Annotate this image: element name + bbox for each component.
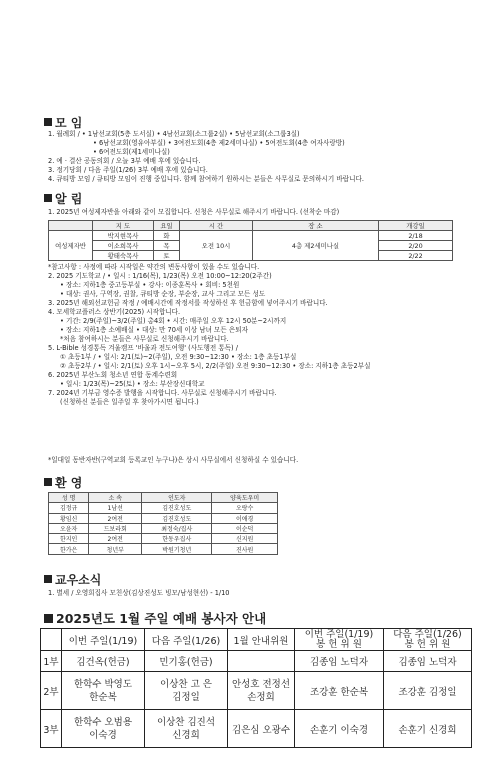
table-header: 장 소 <box>253 221 379 231</box>
square-bullet-icon <box>44 194 52 202</box>
table-header <box>41 629 62 651</box>
volunteer-cell: 김종임 노덕자 <box>384 651 472 672</box>
table-row <box>41 710 472 748</box>
table-row <box>41 651 472 672</box>
service-label: 1부 <box>41 651 62 672</box>
volunteer-cell <box>228 651 295 672</box>
table-header: 지 도 <box>93 221 154 231</box>
table-header: 요일 <box>154 221 180 231</box>
group-cell: 청년부 <box>89 544 142 554</box>
notice-line: 6. 2025년 부산노회 청소년 연합 동계수련회 <box>48 371 178 379</box>
table-header <box>49 221 93 231</box>
square-bullet-icon <box>44 614 53 623</box>
notice-line: *처음 참여하시는 분들은 사무실로 신청해주시기 바랍니다. <box>60 335 229 343</box>
group-cell: 1남선 <box>89 503 142 513</box>
table-header: 시 간 <box>180 221 253 231</box>
volunteer-cell: 이상찬 고 은 김정일 <box>145 672 228 710</box>
day-cell: 목 <box>154 241 180 251</box>
table-row <box>41 672 472 710</box>
section-title-welcome: 환 영 <box>44 474 82 491</box>
notice-line: 7. 2024년 기부금 영수증 발행을 시작합니다. 사무실로 신청해주시기 바랍니다. <box>48 389 277 397</box>
table-header: 이번 주일(1/19) 봉 헌 위 원 <box>295 629 384 651</box>
table-header: 소 속 <box>89 493 142 503</box>
table-row <box>49 513 278 523</box>
volunteer-cell: 조강훈 김정일 <box>384 672 472 710</box>
table-header: 양육도우미 <box>212 493 278 503</box>
table-row <box>49 544 278 554</box>
meeting-line: 4. 큐티방 모임 / 큐티방 모임이 진행 중입니다. 함께 참여하기 원하시는 분들은 사무실로 문의하시기 바랍니다. <box>48 175 364 183</box>
name-cell: 오윤자 <box>49 523 89 533</box>
table-header: 다음 주일(1/26) <box>145 629 228 651</box>
volunteer-cell: 한학수 박영도 한순복 <box>62 672 145 710</box>
group-cell: 2여전 <box>89 534 142 544</box>
volunteer-cell: 손훈기 신경희 <box>384 710 472 748</box>
section-title-meetings: 모 임 <box>44 114 82 131</box>
helper-cell: 신지원 <box>212 534 278 544</box>
volunteer-cell: 김종임 노덕자 <box>295 651 384 672</box>
section-title-notices: 알 림 <box>44 190 82 207</box>
notice-line: • 기간: 2/9(주일)~3/2(주일) 총4회 • 시간: 매주일 오후 12시 50분~2시까지 <box>60 317 287 325</box>
place-cell: 4층 제2세미나실 <box>253 231 379 261</box>
volunteer-cell: 손훈기 이숙경 <box>295 710 384 748</box>
guide-cell: 한동우집사 <box>142 534 212 544</box>
time-cell: 오전 10시 <box>180 231 253 261</box>
meeting-line: 2. 예 · 결산 공동의회 / 오늘 3부 예배 후에 있습니다. <box>48 157 201 165</box>
day-cell: 토 <box>154 251 180 261</box>
volunteer-cell: 이상찬 김진석 신경희 <box>145 710 228 748</box>
notice-line: • 일시: 1/23(목)~25(토) • 장소: 부산장신대학교 <box>60 380 205 388</box>
table-header: 성 명 <box>49 493 89 503</box>
name-cell: 한가은 <box>49 544 89 554</box>
service-label: 3부 <box>41 710 62 748</box>
notice-line: ① 초등1부 / • 일시: 2/1(토)~2(주일), 오전 9:30~12:30 • 장소: 1층 초등1부실 <box>60 353 297 361</box>
notice-line: *참고사항 : 사정에 따라 시작일은 약간의 변동사항이 있을 수도 있습니다. <box>48 263 260 271</box>
notice-line: 5. L-Bible 성경통독 겨울캠프 '바울과 전도여행' (사도행전 통독) / <box>48 344 238 352</box>
notice-line: 4. 모세학교플러스 상반기(2025) 시작합니다. <box>48 308 181 316</box>
service-label: 2부 <box>41 672 62 710</box>
notice-intro: 1. 2025년 여성제자반을 아래와 같이 모집합니다. 신청은 사무실로 해주시기 바랍니다. (선착순 마감) <box>48 208 340 216</box>
member-news-line: 1. 별세 / 오영희집사 모친상(김상진성도 빙모/남성현선) - 1/10 <box>48 589 230 597</box>
notice-line: 2. 2025 기도학교 / • 일시 : 1/16(목), 1/23(목) 오전 10:00~12:20(2주간) <box>48 272 272 280</box>
section-title-member-news: 교우소식 <box>44 571 101 588</box>
table-row <box>49 503 278 513</box>
volunteer-cell: 김은심 오광수 <box>228 710 295 748</box>
welcome-table <box>48 492 278 555</box>
volunteer-cell: 김건옥(헌금) <box>62 651 145 672</box>
guide-cell: 박원기청년 <box>142 544 212 554</box>
name-cell: 한지인 <box>49 534 89 544</box>
notice-line: • 장소: 지하1층 중고등부실 • 강사: 이종훈목사 • 회비: 5천원 <box>60 281 240 289</box>
start-date-cell: 2/22 <box>379 251 453 261</box>
leader-cell: 이소희목사 <box>93 241 154 251</box>
table-header: 인도자 <box>142 493 212 503</box>
volunteer-cell: 민기홍(헌금) <box>145 651 228 672</box>
group-cell: 2여전 <box>89 513 142 523</box>
helper-cell: 진사원 <box>212 544 278 554</box>
meeting-line: • 6여전도회(제1세미나실) <box>93 148 170 156</box>
notice-line: ② 초등2부 / • 일시: 2/1(토) 오후 1시~오후 5시, 2/2(주일) 오전 9:30~12:30 • 장소: 지하1층 초등2부실 <box>60 362 371 370</box>
leader-cell: 박지현목사 <box>93 231 154 241</box>
notice-line: • 대상: 권사, 구역장, 권찰, 큐티방 순장, 부순장, 교사 그리고 모든 성도 <box>60 290 266 298</box>
guide-cell: 김진호성도 <box>142 503 212 513</box>
volunteer-cell: 조강훈 한순복 <box>295 672 384 710</box>
meeting-line: 1. 월례회 / • 1남선교회(5층 도서실) • 4남선교회(소그룹2실) • 5남선교회(소그룹3실) <box>48 130 300 138</box>
group-label: 여성제자반 <box>49 231 93 261</box>
day-cell: 화 <box>154 231 180 241</box>
helper-cell: 이순덕 <box>212 523 278 533</box>
start-date-cell: 2/18 <box>379 231 453 241</box>
square-bullet-icon <box>44 118 52 126</box>
volunteer-table <box>40 628 472 748</box>
notice-line: • 장소: 지하1층 소예배실 • 대상: 만 70세 이상 남녀 모든 은퇴자 <box>60 326 248 334</box>
notice-line: 3. 2025년 해외선교헌금 작정 / 예배시간에 작정서를 작성하신 후 헌금함에 넣어주시기 바랍니다. <box>48 299 328 307</box>
meeting-line: 3. 정기당회 / 다음 주일(1/26) 3부 예배 후에 있습니다. <box>48 166 208 174</box>
table-row <box>49 534 278 544</box>
name-cell: 김정규 <box>49 503 89 513</box>
volunteer-cell: 안성호 전정선 손정희 <box>228 672 295 710</box>
helper-cell: 오랑수 <box>212 503 278 513</box>
start-date-cell: 2/20 <box>379 241 453 251</box>
leader-cell: 황태숙목사 <box>93 251 154 261</box>
notice-line: *일대일 동반자반(구역교회 등록교인 누구나)은 상시 사무실에서 신청하실 수 있습니다. <box>48 456 299 464</box>
meeting-line: • 6남선교회(영유아부실) • 3여전도회(4층 제2세미나실) • 5여전도회(4층 여자사랑방) <box>93 139 345 147</box>
guide-cell: 최정숙/집사 <box>142 523 212 533</box>
disciple-class-table <box>48 220 453 261</box>
section-title-volunteers: 2025년도 1월 주일 예배 봉사자 안내 <box>44 609 266 627</box>
group-cell: 드보라회 <box>89 523 142 533</box>
square-bullet-icon <box>44 575 52 583</box>
table-row <box>49 523 278 533</box>
table-header: 다음 주일(1/26) 봉 헌 위 원 <box>384 629 472 651</box>
square-bullet-icon <box>44 478 52 486</box>
guide-cell: 김진호성도 <box>142 513 212 523</box>
helper-cell: 이애경 <box>212 513 278 523</box>
table-header: 개강일 <box>379 221 453 231</box>
table-header: 1월 안내위원 <box>228 629 295 651</box>
name-cell: 황임신 <box>49 513 89 523</box>
volunteer-cell: 한학수 오범용 이숙경 <box>62 710 145 748</box>
notice-line: (신청하신 분들은 일주일 후 찾아가시면 됩니다.) <box>60 398 199 406</box>
table-header: 이번 주일(1/19) <box>62 629 145 651</box>
